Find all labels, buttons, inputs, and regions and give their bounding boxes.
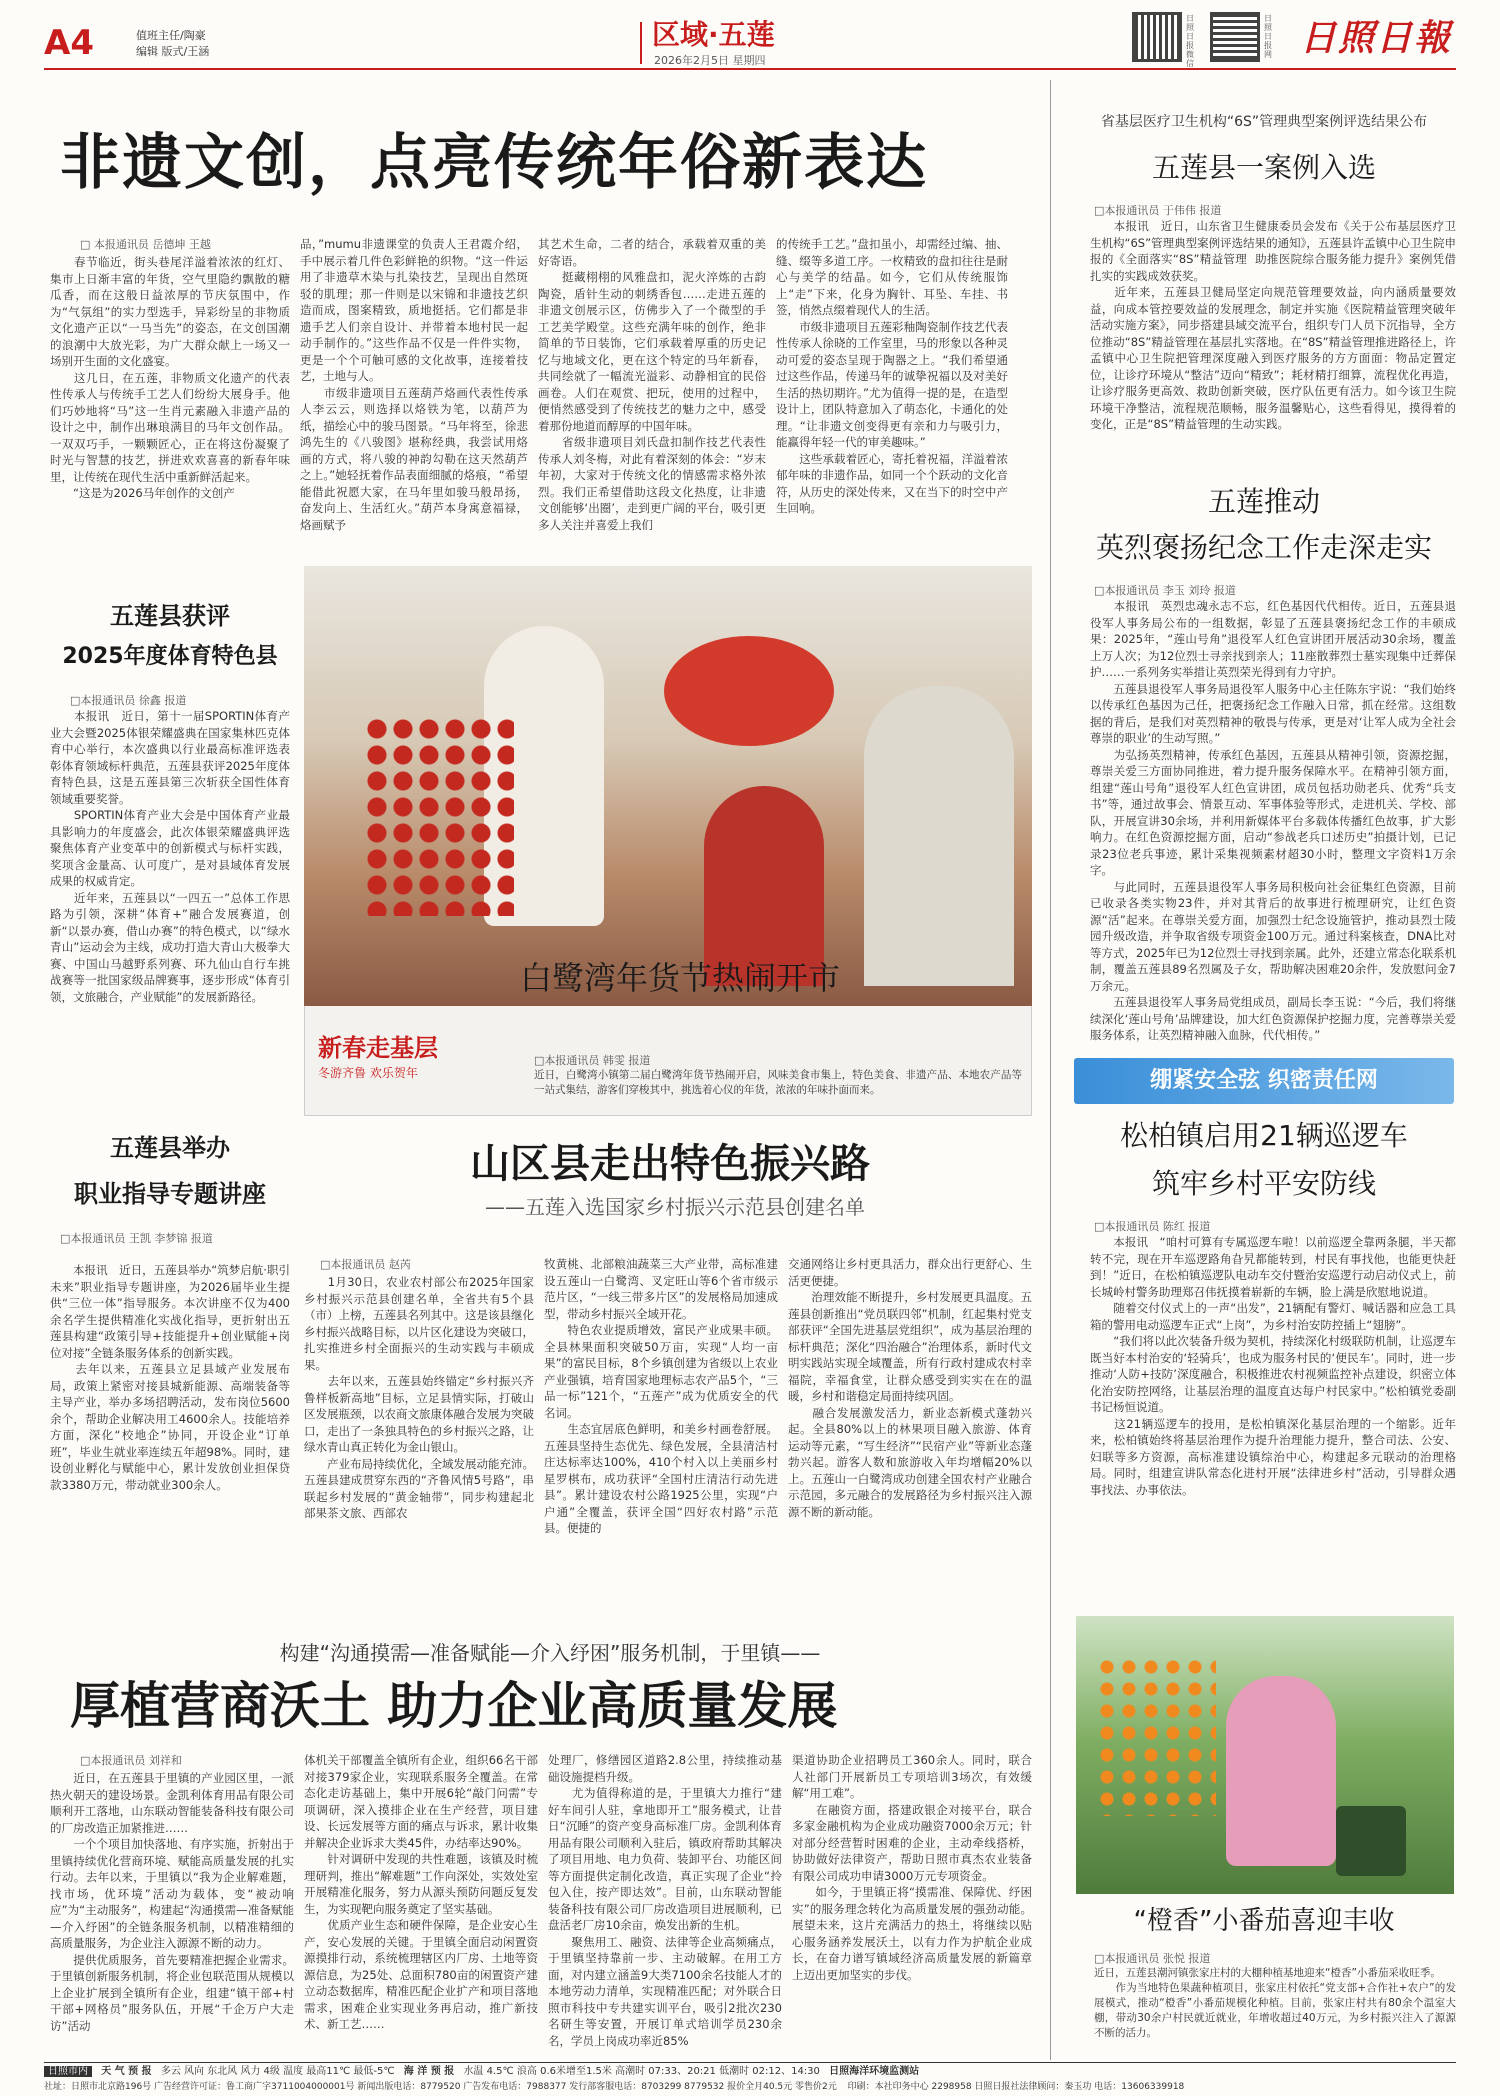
photo-new-year-market xyxy=(304,566,1032,1006)
byline-art5: □本报通讯员 刘祥和 xyxy=(80,1754,182,1767)
art5-column-1: 近日，在五莲县于里镇的产业园区里，一派热火朝天的建设场景。金凯利体育用品有限公司顺利开工落地，山东联动智能装备科技有限公司的厂房改造正加紧推进…… 一个个项目加快落地、有序实施，折射出于里镇持续优化营商环境、赋能高质量发展的扎实行动。去年以来，于里镇以“我为企业解难题，找市场，优环境”活动为载体，变“被动响应”为“主动服务”，构建起“沟通摸需—准备赋能—介入纾困”的全链条服务机制，以精准精细的高质量服务，为企业注入源源不断的动力。 提供优质服务，首先要精准把握企业需求。于里镇创新服务机制，将企业包联范围从规模以上企业扩展到全镇所有企业，组建“镇干部+村干部+网格员”服务队伍，开展“千企万户大走访”活动 xyxy=(50,1771,294,2033)
right-column-divider xyxy=(1050,80,1051,2060)
qr-code-wechat[interactable] xyxy=(1132,12,1182,62)
art1-column-2: 品，”mumu非遗课堂的负责人王君霞介绍，手中展示着几件色彩鲜艳的织物。“这一件运用了非遗草木染与扎染技艺，呈现出自然斑驳的肌理；那一件则是以宋锦和非遗技艺织造而成，图案精致，质地挺括。它们都是非遗手艺人们亲自设计、并带着本地村民一起动手制作的。”这些作品不仅是一件件实物，更是一个个可触可感的文化故事，连接着技艺，土地与人。 市级非遗项目五莲葫芦烙画代表性传承人李云云，则选择以烙铁为笔，以葫芦为纸，描绘心中的骏马图景。“马年将至，徐悲鸿先生的《八骏图》堪称经典，我尝试用烙画的方式，将八骏的神韵勾勒在这天然葫芦之上。”她轻抚着作品表面细腻的烙痕，“希望能借此祝愿大家，在马年里如骏马般昂扬，奋发向上、生活红火。”葫芦本身寓意福禄，烙画赋予 xyxy=(300,237,528,532)
art7-body: 本报讯 英烈忠魂永志不忘，红色基因代代相传。近日，五莲县退役军人事务局公布的一组数据，彰显了五莲县褒扬纪念工作的丰硕成果：2025年，“莲山号角”退役军人红色宣讲团开展活动30余场，覆盖上万人次；为12位烈士寻亲找到亲人；11座散葬烈士墓实现集中迁葬保护……一系列务实举措让英烈荣光得到有力守护。 五莲县退役军人事务局退役军人服务中心主任陈东宇说：“我们始终以传承红色基因为己任，把褒扬纪念工作融入日常，抓在经常。这组数据的背后，是我们对英烈精神的敬畏与传承，更是对‘让军人成为全社会尊崇的职业’的生动写照。” 为弘扬英烈精神，传承红色基因，五莲县从精神引领，资源挖掘，尊崇关爱三方面协同推进，着力提升服务保障水平。在精神引领方面，组建“莲山号角”退役军人红色宣讲团，成员包括功勋老兵、优秀“兵支书”等，通过故事会、情景互动、军事体验等形式，走进机关、学校、部队，开展宣讲30余场，并利用新媒体平台多载体传播红色故事，扩大影响力。在红色资源挖掘方面，启动“参战老兵口述历史”拍摄计划，已记录23位老兵事迹，累计采集视频素材超30小时，整理文字资料1万余字。 与此同时，五莲县退役军人事务局积极向社会征集红色资源，目前已收录各类实物23件，并对其背后的故事进行梳理研究，让红色资源“活”起来。在尊崇关爱方面，加强烈士纪念设施管护，推动县烈士陵园升级改造，并争取省级专项资金100万元。通过科案核查，DNA比对等方式，2025年已为12位烈士寻找到亲属。此外，还建立常态化联系机制，覆盖五莲县89名烈属及子女，帮助解决困难20余件，发放慰问金7万余元。 五莲县退役军人事务局党组成员，副局长李玉说：“今后，我们将继续深化‘莲山号角’品牌建设，加大红色资源保护挖掘力度，完善尊崇关爱服务体系，让英烈精神融入血脉，代代相传。” xyxy=(1090,599,1456,1042)
photo1-caption: 近日，白鹭湾小镇第二届白鹭湾年货节热闹开启，风味美食市集上，特色美食、非遗产品、本地农产品等一站式集结，游客们穿梭其中，挑选着心仪的年货，浓浓的年味扑面而来。 xyxy=(534,1069,1022,1096)
page-header xyxy=(0,0,1500,70)
byline-art7: □本报通讯员 李玉 刘玲 报道 xyxy=(1094,584,1236,597)
headline-rural-revitalization: 山区县走出特色振兴路 xyxy=(470,1140,870,1187)
art4-column-3: 交通网络让乡村更具活力，群众出行更舒心、生活更便捷。 治理效能不断提升，乡村发展更具温度。五莲县创新推出“党员联四邻”机制，红起集村党支部获评“全国先进基层党组织”，成为基层治理的标杆典范；深化“四治融合”治理体系，新时代文明实践站实现全域覆盖，所有行政村建成农村幸福院，幸福食堂，让群众感受到实实在在的温暖，乡村和谐稳定局面持续巩固。 融合发展激发活力，新业态新模式蓬勃兴起。全县80%以上的林果项目融入旅游、体育运动等元素，“写生经济”“民宿产业”等新业态蓬勃兴起。游客人数和旅游收入年均增幅20%以上。五莲山一白鹭湾成功创建全国农村产业融合示范园，多元融合的发展路径为乡村振兴注入源源不断的新动能。 xyxy=(788,1257,1032,1519)
art3-body: 本报讯 近日，五莲县举办“筑梦启航·职引未来”职业指导专题讲座，为2026届毕业生提供“三位一体”指导服务。本次讲座不仅为400余名学生提供精准化实战化指导，更折射出五莲县构建“政策引导+技能提升+创业赋能+岗位对接”全链条服务体系的创新实践。 去年以来，五莲县立足县域产业发展布局，政策上紧密对接县城新能源、高端装备等主导产业，举办多场招聘活动，发布岗位5600余个，帮助企业解决用工4600余人。技能培养方面，深化“校地企”协同，开设企业“订单班”，毕业生就业率连续五年超98%。同时，建设创业孵化与赋能中心，累计发放创业担保贷款3380万元，带动就业300余人。 xyxy=(50,1263,290,1492)
figure-child xyxy=(704,786,824,986)
headline-martyr-1: 五莲推动 xyxy=(1207,485,1320,518)
masthead-logo: 日照日報 xyxy=(1300,17,1453,59)
editor-line-2: 编辑 版式/王涵 xyxy=(136,45,210,58)
page-number-text: A4 xyxy=(44,23,94,63)
footer-imprint xyxy=(44,2080,1456,2094)
headline-medical-case: 五莲县一案例入选 xyxy=(1151,151,1376,184)
headline-patrol-2: 筑牢乡村平安防线 xyxy=(1151,1167,1376,1200)
kicker-business: 构建“沟通摸需—准备赋能—介入纾困”服务机制，于里镇—— xyxy=(279,1641,821,1665)
art1-column-1: 春节临近，街头巷尾洋溢着浓浓的红灯、集市上日渐丰富的年货，空气里隐约飘散的糖瓜香，而在这般日益浓厚的节庆氛围中，作为“气氛组”的实力型选手，异彩纷呈的非物质文化遗产正以“一马当先”的姿态，在文创国潮的浪潮中大放光彩，为广大群众献上一场又一场别开生面的文化盛宴。 这几日，在五莲，非物质文化遗产的代表性传承人与传统手工艺人们纷纷大展身手。他们巧妙地将“马”这一生肖元素融入非遗产品的设计之中，制作出琳琅满目的马年文创作品。一双双巧手，一颗颗匠心，正在将这份凝聚了时光与智慧的技艺，拼进欢欢喜喜的新春年味里，让传统在现代生活中重新鲜活起来。 “这是为2026马年创作的文创产 xyxy=(50,255,290,500)
figure-farmer xyxy=(1226,1676,1336,1866)
headline-martyr-2: 英烈褒扬纪念工作走深走实 xyxy=(1095,531,1432,564)
headline-career-lecture-2: 职业指导专题讲座 xyxy=(74,1180,266,1208)
page-number xyxy=(44,24,124,62)
art4-column-1: 1月30日，农业农村部公布2025年国家乡村振兴示范县创建名单，全省共有5个县（市）上榜，五莲县名列其中。这是该县继化乡村振兴战略目标，以片区化建设为突破口，扎实推进乡村全面振兴的生动实践与丰硕成果。 去年以来，五莲县始终锚定“乡村振兴齐鲁样板新高地”目标，立足县情实际，打破山区发展瓶颈，以农商文旅康体融合发展为突破口，走出了一条独具特色的乡村振兴之路，让绿水青山真正转化为金山银山。 产业布局持续优化，全域发展动能充沛。五莲县建成贯穿东西的“齐鲁风情5号路”，串联起乡村发展的“黄金轴带”，同步构建起北部果茶文旅、西部农 xyxy=(304,1275,534,1520)
art1-column-4: 的传统手工艺。”盘扣虽小，却需经过编、抽、缝、缀等多道工序。一枚精致的盘扣往往是耐心与美学的结晶。如今，它们从传统服饰上“走”下来，化身为胸针、耳坠、车挂、书签，悄然点缀着现代人的生活。 市级非遗项目五莲彩釉陶瓷制作技艺代表性传承人徐晓的工作室里，马的形象以各种灵动可爱的姿态呈现于陶器之上。“我们希望通过这些作品，传递马年的诚挚祝福以及对美好生活的热切期许。”尤为值得一提的是，在造型设计上，团队特意加入了萌态化，卡通化的处理。“让非遗文创变得更有亲和力与吸引力，能赢得年轻一代的审美趣味。” 这些承载着匠心，寄托着祝福，洋溢着浓郁年味的非遗作品，如同一个个跃动的文化音符，从历史的深处传来，又在当下的时空中产生回响。 xyxy=(776,237,1008,515)
byline-art8: □本报通讯员 陈红 报道 xyxy=(1094,1220,1211,1233)
art2-body: 本报讯 近日，第十一届SPORTIN体育产业大会暨2025体银荣耀盛典在国家集林匹克体育中心举行，本次盛典以行业最高标准评选表彰体育领域标杆典范，五莲县获评2025年度体育特色县，这是五莲县第三次斩获全国性体育领域重要奖誉。 SPORTIN体育产业大会是中国体育产业最具影响力的年度盛会，此次体银荣耀盛典评选聚焦体育产业变革中的创新模式与标杆实践，奖项含金量高、认可度广，是对县域体育发展成果的权威肯定。 近年来，五莲县以“一四五一”总体工作思路为引领，深耕“体育+”融合发展赛道，创新“以景办赛，借山办赛”的特色模式，以“绿水青山”运动会为主线，成功打造大青山大极拳大赛、中国山马越野系列赛、环九仙山自行车挑战赛等一批国家级品牌赛事，逐步形成“体育引领，文旅融合，产业赋能”的发展新路径。 xyxy=(50,709,290,1004)
art1-column-3: 其艺术生命，二者的结合，承载着双重的美好寄语。 挺藏栩栩的风雅盘扣，泥火淬炼的古韵陶瓷，盾针生动的刺绣香包……走进五莲的非遗文创展示区，仿佛步入了一个微型的手工艺美学殿堂。这些充满年味的创作，绝非简单的节日装饰，它们承载着厚重的历史记忆与地域文化，更在这个特定的马年新春，共同绘就了一幅流光溢彩、动静相宜的民俗画卷。人们在观赏、把玩，使用的过程中，便悄然感受到了传统技艺的魅力之中，感受着那份地道而醇厚的中国年味。 省级非遗项目刘氏盘扣制作技艺代表性传承人刘冬梅，对此有着深刻的体会：“岁末年初，大家对于传统文化的情感需求格外浓烈。我们正希望借助这段文化热度，让非遗文创能够‘出圈’，走到更广阔的平台，吸引更多人关注并喜爱上我们 xyxy=(538,237,766,532)
lion-dance-head xyxy=(664,636,834,746)
byline-art2: □本报通讯员 徐鑫 报道 xyxy=(70,694,187,707)
tomato-clusters xyxy=(1096,1656,1216,1816)
art5-column-2: 体机关干部覆盖全镇所有企业，组织66名干部对接379家企业，实现联系服务全覆盖。在常态化走访基础上，集中开展6轮“敲门问需”专项调研，深入摸排企业在生产经营，项目建设、长远发展等方面的痛点与诉求，累计收集并解决企业诉求大类45件，办结率达90%。 针对调研中发现的共性难题，该镇及时梳理研判，推出“解难题”工作向深处，实效处室开展精准化服务，努力从源头预防问题反复发生，为实现靶向服务奠定了坚实基础。 优质产业生态和硬件保障，是企业安心生产，安心发展的关键。于里镇全面启动闲置资源摸排行动，系统梳理辖区内厂房、土地等资源信息，为25处、总面积780亩的闲置资产建立动态数据库，精准匹配企业扩产和项目落地需求，困难企业实现业务再启动，推广新技术、新工艺…… xyxy=(304,1753,538,2031)
weather-city: 日照市内 xyxy=(44,2066,92,2077)
art5-column-4: 渠道协助企业招聘员工360余人。同时，联合人社部门开展新员工专项培训3场次，有效缓解“用工难”。 在融资方面，搭建政银企对接平台，联合多家金融机构为企业成功融资7000余万元；针对部分经营暂时困难的企业，主动牵线搭桥，协助做好法律资产，帮助日照市真杰农业装备有限公司成功申请3000万元专项资金。 如今，于里镇正将“摸需准、保障优、纾困实”的服务理念转化为高质量发展的强劲动能。展望未来，这片充满活力的热土，将继续以贴心服务涵养发展沃土，以有力作为护航企业成长，在奋力谱写镇域经济高质量发展的新篇章上迈出更加坚实的步伐。 xyxy=(792,1753,1032,1982)
new-spring-badge xyxy=(318,1032,498,1102)
byline-art3: □本报通讯员 王凯 李梦锦 报道 xyxy=(60,1232,213,1245)
headline-intangible-heritage: 非遗文创，点亮传统年俗新表达 xyxy=(60,128,928,198)
photo2-title: “橙香”小番茄喜迎丰收 xyxy=(1133,1906,1395,1936)
kicker-medical-6s: 省基层医疗卫生机构“6S”管理典型案例评选结果公布 xyxy=(1100,114,1428,130)
art4-column-2: 牧黄桃、北部粮油蔬菜三大产业带，高标准建设五莲山一白鹭湾、叉定旺山等6个省市级示范片区，“一线三带多片区”的发展格局加速成型，带动乡村振兴全域开花。 特色农业提质增效，富民产业成果丰硕。全县林果面积突破50万亩，实现“人均一亩果”的富民目标，8个乡镇创建为省级以上农业产业强镇，培育国家地理标志农产品5个，“三品一标”121个，“五莲产”成为优质安全的代名词。 生态宜居底色鲜明，和美乡村画卷舒展。五莲县坚持生态优先、绿色发展，全县清洁村庄达标率达100%，410个村入以上美丽乡村星罗棋布，成功获评“全国村庄清洁行动先进县”。累计建设农村公路1925公里，实现“户户通”全覆盖，获评全国“四好农村路”示范县。便捷的 xyxy=(544,1257,778,1535)
byline-art6: □本报通讯员 于伟伟 报道 xyxy=(1094,204,1222,217)
art8-body: 本报讯 “咱村可算有专属巡逻车啦！以前巡逻全靠两条腿，半天都转不完，现在开车巡逻路角旮旯都能转到，村民有事找他，也能更快赶到！”近日，在松柏镇巡逻队电动车交付暨治安巡逻行动启动仪式上，前长城岭村警务助理郑召伟抚摸着崭新的车辆，脸上满是欣慰地说道。 随着交付仪式上的一声“出发”，21辆配有警灯、喊话器和应急工具箱的警用电动巡逻车正式“上岗”，为乡村治安防控插上“翅膀”。 “我们将以此次装备升级为契机，持续深化村级联防机制，让巡逻车既当好本村治安的‘轻骑兵’，也成为服务村民的‘便民车’。同时，进一步推动‘人防+技防’深度融合，积极推进农村视频监控补点建设，织密立体化治安防控网络，让基层治理的温度直达每户村民家中。”松柏镇党委副书记杨恒说道。 这21辆巡逻车的投用，是松柏镇深化基层治理的一个缩影。近年来，松柏镇始终将基层治理作为提升治理能力提升，整合司法、公安、妇联等多方资源，高标准建设镇综治中心，构建起多元联动的治理格局。同时，组建宣讲队常态化进村开展“法律进乡村”活动，引导群众遇事找法、办事依法。 xyxy=(1090,1235,1456,1497)
qr-label-web: 日照日报网 xyxy=(1264,14,1272,59)
badge-subtitle: 冬游齐鲁 欢乐贺年 xyxy=(318,1066,418,1080)
editor-line-1: 值班主任/陶豪 xyxy=(136,29,206,42)
badge-title: 新春走基层 xyxy=(318,1034,438,1062)
harvest-bucket xyxy=(1336,1806,1406,1876)
photo2-caption: 近日，五莲县潮河镇张家庄村的大棚种植基地迎来“橙香”小番茄采收旺季。 作为当地特色果蔬种植项目，张家庄村依托“党支部+合作社+农户”的发展模式，推动“橙香”小番茄规模化种植。目前，张家庄村共有80余个温室大棚，带动30余户村民就近就业，年增收超过40万元，为乡村振兴注入了源源不断的活力。 xyxy=(1094,1967,1456,2039)
editor-info xyxy=(136,28,209,60)
headline-patrol-1: 松柏镇启用21辆巡逻车 xyxy=(1120,1119,1408,1152)
byline-art1: □ 本报通讯员 岳德坤 王越 xyxy=(80,238,211,251)
sea-forecast: 水温 4.5℃ 浪高 0.6米增至1.5米 高潮时 07:33、20:21 低潮时 02:12、14:30 xyxy=(463,2066,820,2077)
section-name: 区域·五莲 xyxy=(652,18,775,51)
headline-sports-county-1: 五莲县获评 xyxy=(110,602,230,630)
figure-shopper xyxy=(864,686,1014,986)
subheadline-rural-revitalization: ——五莲入选国家乡村振兴示范县创建名单 xyxy=(485,1195,865,1219)
imprint-printing: 印刷：本社印务中心 2298958 日照日报社法律顾问：秦玉功 电话：13606339918 xyxy=(847,2082,1185,2092)
byline-art4: □本报通讯员 赵芮 xyxy=(320,1258,411,1271)
art5-column-3: 处理厂，修缮园区道路2.8公里，持续推动基础设施提档升级。 尤为值得称道的是，于里镇大力推行“建好车间引人驻，拿地即开工”服务模式，让昔日“沉睡”的资产变身高标准厂房。金凯利体育用品有限公司顺利入驻后，镇政府帮助其解决了项目用地、电力负荷、装卸平台、功能区间等方面提供定制化改造，真正实现了企业“拎包入住，按产即达效”。目前，山东联动智能装备科技有限公司厂房改造项目进展顺利，已盘活老厂房10余亩，焕发出新的生机。 聚焦用工、融资、法律等企业高频痛点，于里镇坚持靠前一步、主动破解。在用工方面，对内建立涵盖9大类7100余名技能人才的本地劳动力清单，实现精准匹配；对外联合日照市科技中专共建实训平台，吸引2批次230名研生等安置，开展订单式培训学员230余名，学员上岗成功率近85% xyxy=(548,1753,782,2048)
sea-label: 海 洋 预 报 xyxy=(403,2066,455,2077)
safety-banner-text: 绷紧安全弦 织密责任网 xyxy=(1150,1068,1378,1093)
footer-weather xyxy=(44,2064,1456,2080)
header-rule xyxy=(44,68,1456,70)
photo1-title: 白鹭湾年货节热闹开市 xyxy=(519,959,840,997)
issue-date: 2026年2月5日 星期四 xyxy=(654,54,766,67)
photo-tomato-harvest xyxy=(1076,1616,1454,1894)
qr-code-web[interactable] xyxy=(1210,12,1260,62)
headline-business: 厚植营商沃土 助力企业高质量发展 xyxy=(70,1677,838,1735)
photo1-credit: □本报通讯员 韩雯 报道 xyxy=(534,1054,651,1067)
headline-sports-county-2: 2025年度体育特色县 xyxy=(62,644,278,669)
art6-body: 本报讯 近日，山东省卫生健康委员会发布《关于公布基层医疗卫生机构“6S”管理典型案例评选结果的通知》，五莲县许孟镇中心卫生院申报的《全面落实“8S”精益管理 助推医院综合服务能力提升》案例凭借扎实的实践成效获奖。 近年来，五莲县卫健局坚定向规范管理要效益，向内涵质量要效益，向成本管控要效益的发展理念，制定并实施《医院精益管理突破年活动实施方案》，同步搭建县域交流平台，组织专门人员下沉指导，全方位推动“8S”精益管理在基层扎实落地。在“8S”精益管理推进路径上，许孟镇中心卫生院把管理深度融入到医疗服务的方方面面：物品定置定位，让诊疗环境从“整洁”迈向“精致”；耗材精打细算，流程优化再造，让诊疗服务更高效、救助创新突破，医疗队伍更有活力。如今该卫生院环境干净整洁，流程规范顺畅，服务温馨贴心，这些看得见，摸得着的变化，正是“8S”精益管理的生动实践。 xyxy=(1090,219,1456,431)
candy-haws xyxy=(364,716,514,916)
qr-label-wechat: 日照日报微信 xyxy=(1186,14,1194,68)
weather-label: 天 气 预 报 xyxy=(101,2066,152,2077)
photo2-credit: □本报通讯员 张悦 报道 xyxy=(1094,1952,1211,1965)
headline-career-lecture-1: 五莲县举办 xyxy=(110,1134,230,1162)
section-divider xyxy=(640,22,642,64)
imprint-address: 社址：日照市北京路196号 广告经营许可证：鲁工商广字3711004000001号 新闻出版电话：8779520 广告发布电话：7988377 发行部客服电话：8703299 8779532 报价全月40.5元 零售价2元 xyxy=(44,2082,837,2092)
footer-rule xyxy=(44,2062,1456,2063)
weather-forecast: 多云 风向 东北风 风力 4级 温度 最高11℃ 最低-5℃ xyxy=(160,2066,395,2077)
sea-station: 日照海洋环境监测站 xyxy=(829,2066,920,2077)
